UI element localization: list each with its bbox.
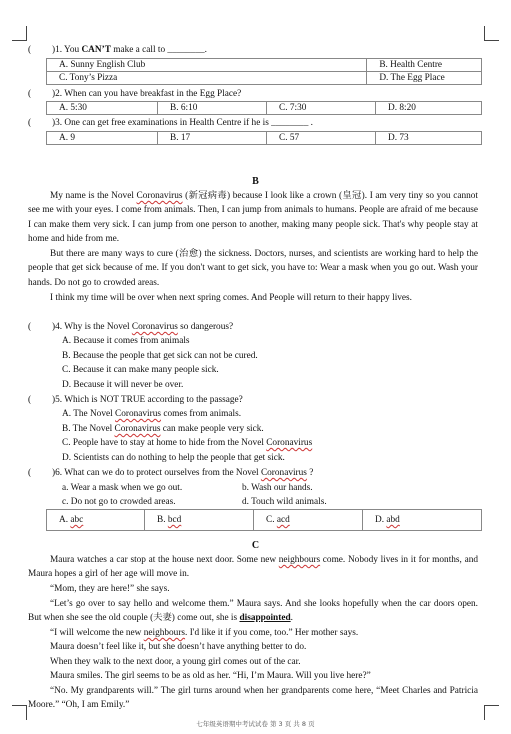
section-heading-b: B [252,176,259,187]
option-d[interactable]: D. The Egg Place [367,72,482,85]
option-d[interactable]: D. 73 [376,132,482,145]
option-c[interactable]: C. 7:30 [267,102,376,115]
passage-c-paragraph-3: “Let’s go over to say hello and welcome them.” Maura says. And she looks hopefully when the car doors open. But when she see the old couple (夫妻) come out, she is disappointed. [28,599,478,624]
question-3-options [46,131,482,145]
q6-item-b: b. Wash our hands. [242,483,313,493]
page-footer: 七年级英语期中考试试卷 第 3 页 共 8 页 [196,720,315,728]
passage-c-paragraph-6: When they walk to the next door, a young girl comes out of the car. [50,657,301,667]
question-4: ( )4. Why is the Novel Coronavirus so dangerous? [28,322,234,332]
question-3: ( )3. One can get free examinations in Health Centre if he is ________ . [28,118,314,128]
crop-mark [12,705,27,720]
question-1-options [46,58,482,85]
passage-c-paragraph-8: “No. My grandparents will.” The girl turns around when her grandparents come here, “Meet Charles and Patricia Moore.” “Oh, I am Emily.” [28,686,478,711]
option-b[interactable]: B. Health Centre [367,59,482,72]
option-c[interactable]: C. Tony’s Pizza [47,72,367,85]
crop-mark [484,26,499,41]
option-b[interactable]: B. Because the people that get sick can not be cured. [62,351,258,361]
answer-paren[interactable]: ( [28,89,32,99]
q6-item-a: a. Wear a mask when we go out. [62,483,183,493]
option-c[interactable]: C. People have to stay at home to hide from the Novel Coronavirus [62,438,313,448]
option-a[interactable]: A. Because it comes from animals [62,336,190,346]
option-a[interactable]: A. abc [47,510,145,531]
option-c[interactable]: C. 57 [267,132,376,145]
question-1: ( )1. You CAN’T make a call to ________. [28,45,207,55]
option-a[interactable]: A. 5:30 [47,102,158,115]
option-a[interactable]: A. The Novel Coronavirus comes from animals. [62,409,242,419]
question-6: ( )6. What can we do to protect ourselves from the Novel Coronavirus ? [28,468,314,478]
passage-c-paragraph-1: Maura watches a car stop at the house next door. Some new neighbours come. Nobody lives in it for months, and Maura hopes a girl of her age will move in. [28,555,478,580]
passage-c-paragraph-2: “Mom, they are here!” she says. [50,584,170,594]
answer-paren[interactable]: ( [28,322,32,332]
option-a[interactable]: A. 9 [47,132,158,145]
question-5: ( )5. Which is NOT TRUE according to the passage? [28,395,243,405]
passage-c-paragraph-5: Maura doesn’t feel like it, but she doesn’t have anything better to do. [50,642,307,652]
option-c[interactable]: C. Because it can make many people sick. [62,365,219,375]
passage-b-paragraph-1: My name is the Novel Coronavirus (新冠病毒) because I look like a crown (皇冠). I am very tiny so you cannot see me with your eyes. I come from animals. Then, I can jump from animals to humans. People are afraid of me because I can make them very sick. I can jump from one person to another, making many people sick. That's why people stay at home and hide from me. [28,191,478,244]
answer-paren[interactable]: ( [28,395,32,405]
option-d[interactable]: D. 8:20 [376,102,482,115]
option-b[interactable]: B. The Novel Coronavirus can make people very sick. [62,424,264,434]
answer-paren[interactable]: ( [28,45,32,55]
question-2: ( )2. When can you have breakfast in the Egg Place? [28,89,242,99]
passage-b-paragraph-3: I think my time will be over when next spring comes. And People will return to their happy lives. [50,293,412,303]
question-6-options [46,509,482,531]
question-2-options [46,101,482,115]
option-b[interactable]: B. 17 [158,132,267,145]
passage-c-paragraph-7: Maura smiles. The girl seems to be as old as her. “Hi, I’m Maura. Will you live here?” [50,671,371,681]
option-b[interactable]: B. 6:10 [158,102,267,115]
crop-mark [12,26,27,41]
section-heading-c: C [251,540,260,551]
crop-mark [484,705,499,720]
option-b[interactable]: B. bcd [145,510,254,531]
passage-c-paragraph-4: “I will welcome the new neighbours. I'd like it if you come, too.” Her mother says. [50,628,359,638]
option-a[interactable]: A. Sunny English Club [47,59,367,72]
q6-item-d: d. Touch wild animals. [242,497,327,507]
answer-paren[interactable]: ( [28,118,32,128]
answer-paren[interactable]: ( [28,468,32,478]
option-d[interactable]: D. Because it will never be over. [62,380,184,390]
passage-b-paragraph-2: But there are many ways to cure (治愈) the sickness. Doctors, nurses, and scientists are working hard to help the people that get sick because of me. If you don't want to get sick, you have to: Wear a mask when you go out. Wash your hands. Do not go to crowded areas. [28,249,478,288]
q6-item-c: c. Do not go to crowded areas. [62,497,176,507]
option-c[interactable]: C. acd [254,510,363,531]
option-d[interactable]: D. Scientists can do nothing to help the people that get sick. [62,453,285,463]
option-d[interactable]: D. abd [363,510,482,531]
